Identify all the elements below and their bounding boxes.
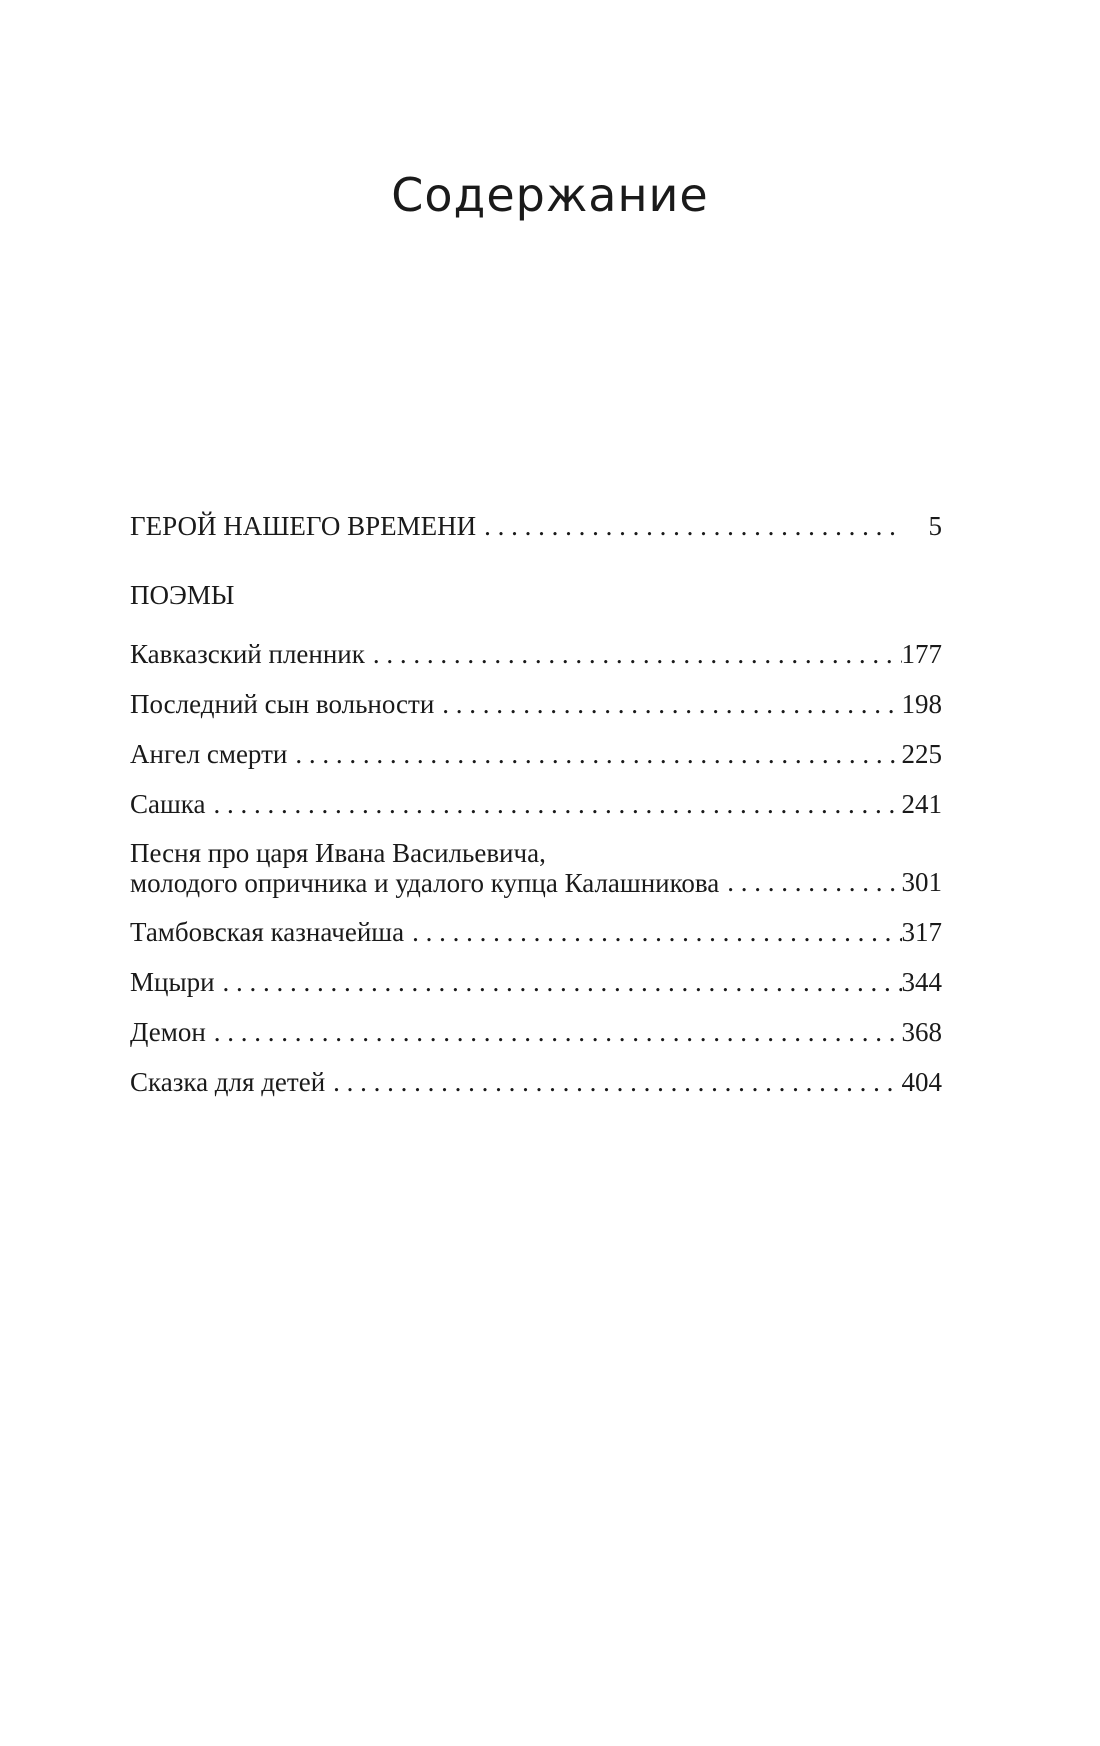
toc-entry-page: 404: [901, 1067, 942, 1097]
toc-entry-title: Тамбовская казначейша: [130, 917, 405, 947]
toc-entry-page: 241: [901, 789, 942, 819]
toc-leader-dots: [719, 866, 901, 898]
toc-section-heading: ПОЭМЫ: [130, 580, 235, 610]
toc-entry-title-line2: молодого опричника и удалого купца Калашникова: [130, 868, 720, 898]
toc-entry-page: 317: [901, 917, 942, 947]
toc-entry[interactable]: [130, 838, 942, 898]
toc-leader-dots: [287, 738, 901, 770]
toc-entry-page: 344: [901, 967, 942, 997]
toc-leader-dots: [434, 688, 901, 720]
toc-entry[interactable]: [130, 1016, 942, 1048]
toc-leader-dots: [476, 510, 902, 542]
toc-entry-title: Демон: [130, 1017, 206, 1047]
toc-entry[interactable]: [130, 916, 942, 948]
toc-entry[interactable]: [130, 738, 942, 770]
toc-entry-hero[interactable]: [130, 510, 942, 542]
toc-leader-dots: [404, 916, 901, 948]
toc-entry[interactable]: [130, 1066, 942, 1098]
toc-entry-page: 177: [901, 639, 942, 669]
toc-leader-dots: [325, 1066, 901, 1098]
toc-entry[interactable]: [130, 638, 942, 670]
toc-leader-dots: [215, 966, 902, 998]
toc-entry-page: 225: [901, 739, 942, 769]
toc-entry-page: 368: [901, 1017, 942, 1047]
toc-entry[interactable]: [130, 688, 942, 720]
toc-entry-title: [130, 838, 719, 898]
toc-entry-title: Сказка для детей: [130, 1067, 326, 1097]
toc-entry-page: 5: [928, 511, 942, 541]
table-of-contents: [130, 510, 942, 1116]
page-title: Содержание: [391, 168, 709, 222]
toc-entry-page: 198: [901, 689, 942, 719]
toc-entry-title: Ангел смерти: [130, 739, 288, 769]
toc-entry-title: Кавказский пленник: [130, 639, 365, 669]
toc-leader-dots: [206, 1016, 902, 1048]
toc-leader-dots: [365, 638, 902, 670]
toc-entry[interactable]: [130, 788, 942, 820]
toc-entry[interactable]: [130, 966, 942, 998]
toc-entry-title: Сашка: [130, 789, 206, 819]
toc-entry-title-line1: Песня про царя Ивана Васильевича,: [130, 838, 546, 868]
toc-leader-dots: [205, 788, 901, 820]
toc-entry-title: Последний сын вольности: [130, 689, 435, 719]
toc-entry-page: 301: [901, 867, 942, 897]
toc-entry-title: ГЕРОЙ НАШЕГО ВРЕМЕНИ: [130, 511, 477, 541]
toc-entry-title: Мцыри: [130, 967, 215, 997]
